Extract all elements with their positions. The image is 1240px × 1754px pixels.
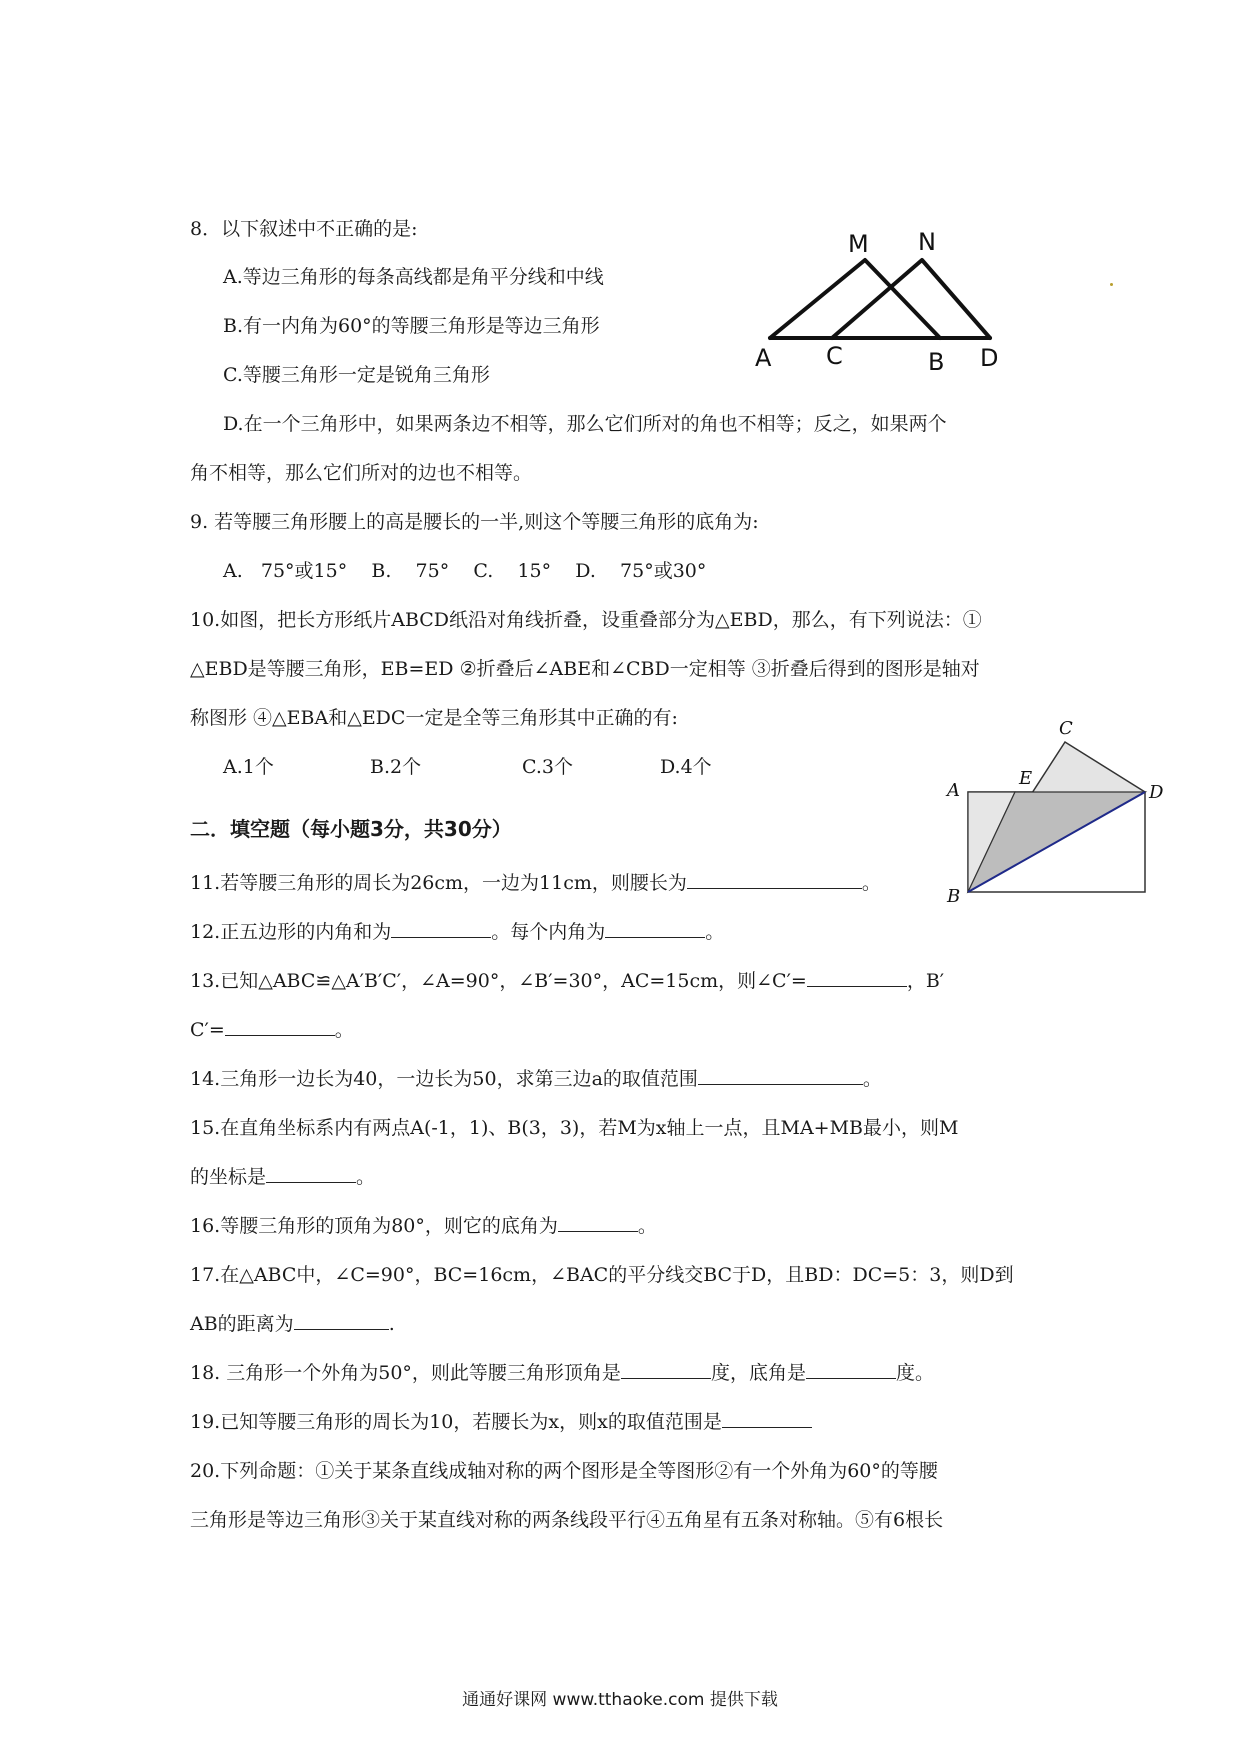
- q8-option-d: D.在一个三角形中，如果两条边不相等，那么它们所对的角也不相等；反之，如果两个: [223, 413, 947, 435]
- q11-text: 11.若等腰三角形的周长为26cm，一边为11cm，则腰长为: [190, 872, 687, 894]
- q9-stem: 9. 若等腰三角形腰上的高是腰长的一半,则这个等腰三角形的底角为:: [190, 511, 759, 533]
- q10-figure: [935, 712, 1164, 907]
- q16: [190, 1213, 657, 1239]
- q13-blank-1[interactable]: [807, 968, 907, 987]
- q15-line-1: 15.在直角坐标系内有两点A(-1，1)、B(3，3)，若M为x轴上一点，且MA+MB最小，则M: [190, 1117, 959, 1139]
- q8-figure: [740, 220, 1020, 380]
- q14-text: 14.三角形一边长为40，一边长为50，求第三边a的取值范围: [190, 1068, 698, 1090]
- q18-end: 度。: [895, 1362, 934, 1384]
- q10-option-a: A.1个: [223, 756, 274, 778]
- q8-label-d: D: [980, 344, 999, 372]
- q18-part-1: 18. 三角形一个外角为50°，则此等腰三角形顶角是: [190, 1362, 621, 1384]
- q10-label-e: E: [1019, 768, 1033, 789]
- q8-option-b: B.有一内角为60°的等腰三角形是等边三角形: [223, 315, 600, 337]
- q8-label-b: B: [928, 348, 945, 376]
- q13-part-2: ，B′: [906, 970, 945, 992]
- q15-blank[interactable]: [266, 1164, 356, 1183]
- q15-line-2-text: 的坐标是: [190, 1166, 267, 1188]
- q13: [190, 968, 944, 994]
- q16-text: 16.等腰三角形的顶角为80°，则它的底角为: [190, 1215, 558, 1237]
- q16-blank[interactable]: [558, 1213, 638, 1232]
- q10-label-d: D: [1149, 782, 1164, 803]
- q17-line-2-text: AB的距离为: [190, 1313, 294, 1335]
- q13-line-2: [190, 1017, 354, 1043]
- page-footer: 通通好课网 www.tthaoke.com 提供下载: [462, 1690, 778, 1710]
- q13-blank-2[interactable]: [225, 1017, 335, 1036]
- q13-line-2-text: C′=: [190, 1019, 225, 1041]
- q8-label-n: N: [918, 228, 936, 256]
- q8-label-m: M: [848, 230, 869, 258]
- q17-line-2: [190, 1311, 395, 1337]
- q18: [190, 1360, 934, 1386]
- q19-blank[interactable]: [722, 1409, 812, 1428]
- q10-option-b: B.2个: [370, 756, 422, 778]
- section-2-heading: 二．填空题（每小题3分，共30分）: [190, 817, 512, 841]
- q19-text: 19.已知等腰三角形的周长为10，若腰长为x，则x的取值范围是: [190, 1411, 722, 1433]
- q11-end: 。: [861, 872, 881, 894]
- q17-blank[interactable]: [294, 1311, 389, 1330]
- q20-line-2: 三角形是等边三角形③关于某直线对称的两条线段平行④五角星有五条对称轴。⑤有6根长: [190, 1509, 944, 1531]
- q8-option-c: C.等腰三角形一定是锐角三角形: [223, 364, 490, 386]
- q8-label-c: C: [826, 342, 843, 370]
- q8-option-a: A.等边三角形的每条高线都是角平分线和中线: [223, 266, 604, 288]
- q8-triangle-cnd: [832, 260, 990, 338]
- q10-label-b: B: [947, 886, 961, 907]
- q12-part-1: 12.正五边形的内角和为: [190, 921, 392, 943]
- q10-label-a: A: [947, 780, 960, 801]
- q8-triangle-amb: [770, 260, 940, 338]
- q17-end: .: [388, 1313, 395, 1335]
- q10-option-c: C.3个: [522, 756, 573, 778]
- q8-stem: 8．以下叙述中不正确的是:: [190, 218, 418, 240]
- q12-part-2: 。每个内角为: [491, 921, 606, 943]
- q13-part-1: 13.已知△ABC≌△A′B′C′，∠A=90°，∠B′=30°，AC=15cm，则∠C′=: [190, 970, 807, 992]
- q19: [190, 1409, 812, 1435]
- q12: [190, 919, 724, 945]
- q10-line-3: 称图形 ④△EBA和△EDC一定是全等三角形其中正确的有:: [190, 707, 678, 729]
- q13-end: 。: [334, 1019, 354, 1041]
- q17-line-1: 17.在△ABC中，∠C=90°，BC=16cm，∠BAC的平分线交BC于D，且BD：DC=5：3，则D到: [190, 1264, 1014, 1286]
- q10-option-d: D.4个: [660, 756, 712, 778]
- stray-dot: [1110, 283, 1113, 286]
- q8-label-a: A: [755, 344, 772, 372]
- q14: [190, 1066, 882, 1092]
- q18-blank-2[interactable]: [806, 1360, 896, 1379]
- q15-line-2: [190, 1164, 375, 1190]
- q10-line-2: △EBD是等腰三角形，EB=ED ②折叠后∠ABE和∠CBD一定相等 ③折叠后得到的图形是轴对: [190, 658, 980, 680]
- q12-blank-1[interactable]: [391, 919, 491, 938]
- q12-blank-2[interactable]: [605, 919, 705, 938]
- q9-options: A. 75°或15° B. 75° C. 15° D. 75°或30°: [223, 560, 707, 582]
- q11: [190, 870, 881, 896]
- q15-end: 。: [356, 1166, 376, 1188]
- q20-line-1: 20.下列命题：①关于某条直线成轴对称的两个图形是全等图形②有一个外角为60°的等腰: [190, 1460, 938, 1482]
- q18-blank-1[interactable]: [621, 1360, 711, 1379]
- q14-blank[interactable]: [698, 1066, 863, 1085]
- q10-label-c: C: [1059, 718, 1073, 739]
- q10-line-1: 10.如图，把长方形纸片ABCD纸沿对角线折叠，设重叠部分为△EBD，那么，有下列说法：①: [190, 609, 982, 631]
- q18-part-2: 度，底角是: [710, 1362, 806, 1384]
- q11-blank[interactable]: [687, 870, 862, 889]
- q14-end: 。: [862, 1068, 882, 1090]
- q8-option-d-cont: 角不相等，那么它们所对的边也不相等。: [190, 462, 533, 484]
- q12-end: 。: [705, 921, 725, 943]
- q16-end: 。: [637, 1215, 657, 1237]
